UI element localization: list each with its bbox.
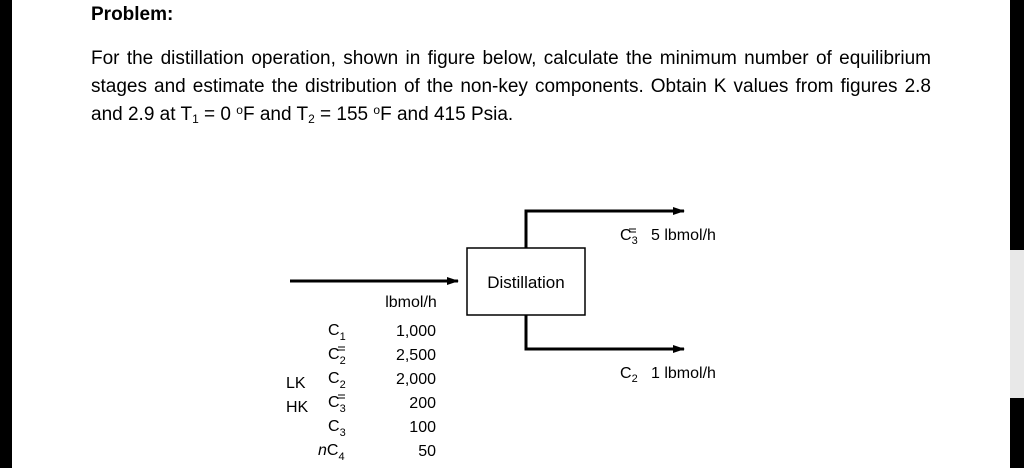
bottom-product-subscript: 2 (631, 373, 638, 385)
component-name (328, 322, 346, 343)
component-flow: 200 (409, 395, 436, 412)
bottom-product-base: C (620, 365, 632, 382)
component-subscript: 3 (339, 403, 346, 415)
bottom-product-flow: 1 lbmol/h (651, 365, 716, 382)
feed-row (286, 370, 436, 392)
component-prefix: n (318, 442, 327, 459)
feed-row (328, 322, 436, 343)
feed-row (328, 418, 436, 439)
t1-subscript: 1 (192, 112, 199, 126)
top-product-flow: 5 lbmol/h (651, 227, 716, 244)
component-base: C (328, 322, 340, 339)
bottom-product-species (620, 365, 638, 385)
bottom-product-arrow (526, 315, 684, 349)
component-base: C (326, 442, 339, 459)
top-product-species (620, 227, 638, 247)
statement-part-2: = 0 (198, 104, 237, 125)
component-subscript: 1 (339, 331, 346, 343)
degree-symbol-1: o (236, 103, 243, 117)
feed-unit-header: lbmol/h (385, 294, 437, 311)
statement-part-5: F and 415 Psia. (380, 104, 514, 125)
component-base: C (328, 394, 340, 411)
statement-part-1: For the distillation operation, shown in figure below, calculate the minimum number of equilibrium stages and estimate the distribution of the non-key components. Obtain K values from figures 2.8 and 2.9 at T (91, 48, 931, 125)
component-base: C (328, 346, 340, 363)
t2-subscript: 2 (308, 112, 315, 126)
component-subscript: 4 (338, 451, 345, 463)
statement-part-4: = 155 (314, 104, 374, 125)
bottom-product-label (620, 365, 716, 385)
key-label: HK (286, 399, 309, 416)
key-label: LK (286, 375, 306, 392)
component-flow: 2,000 (395, 371, 436, 388)
component-name (318, 442, 345, 463)
component-name (328, 418, 346, 439)
component-name (328, 346, 346, 367)
component-name (328, 370, 346, 391)
feed-row (328, 346, 436, 367)
distillation-label: Distillation (487, 273, 565, 292)
component-name (328, 394, 346, 415)
component-subscript: 3 (339, 427, 346, 439)
top-product-label (620, 227, 716, 247)
component-base: C (328, 418, 340, 435)
component-flow: 50 (418, 443, 436, 460)
top-product-subscript: 3 (631, 235, 638, 247)
component-base: C (328, 370, 340, 387)
component-subscript: 2 (339, 379, 346, 391)
feed-composition-table (286, 322, 436, 463)
feed-row (286, 394, 436, 416)
feed-row (318, 442, 436, 463)
component-subscript: 2 (339, 355, 346, 367)
component-flow: 100 (409, 419, 436, 436)
degree-symbol-2: o (373, 103, 381, 117)
problem-title: Problem: (91, 4, 174, 25)
top-product-base: C (620, 227, 632, 244)
statement-part-3: F and T (242, 104, 309, 125)
component-flow: 2,500 (395, 347, 436, 364)
component-flow: 1,000 (395, 323, 436, 340)
